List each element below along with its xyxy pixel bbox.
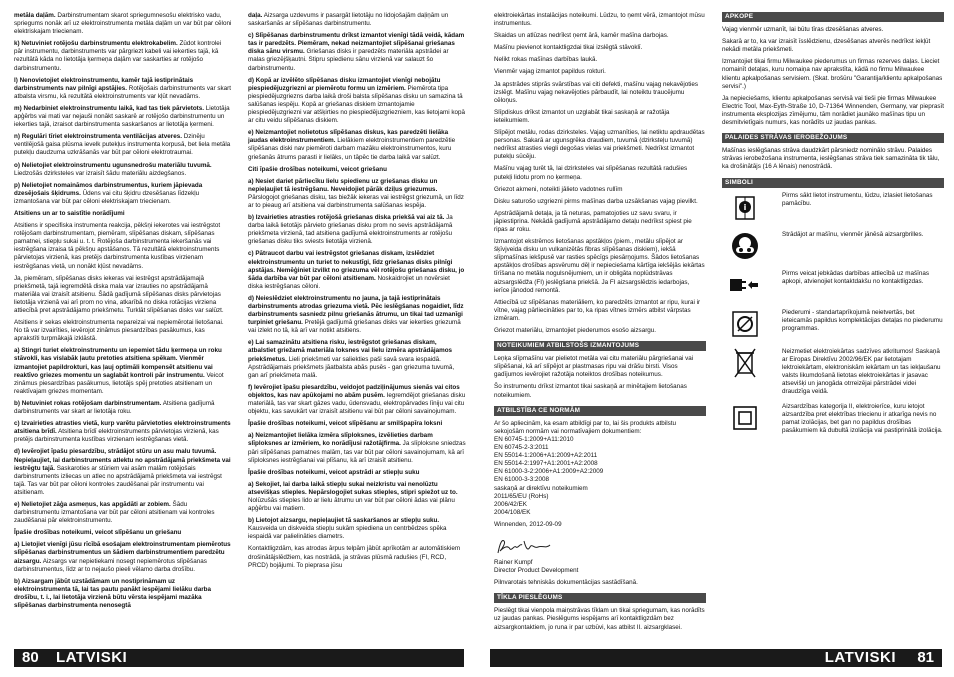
paragraph: saskaņā ar direktīvu noteikumiem [494, 484, 588, 492]
symbol-row [722, 192, 944, 224]
paragraph: a) Sekojiet, lai darba laikā stiepļu sukai neizkristu vai nenolūztu atsevišķas stieples. Nepārslogojiet sukas stieples, stipri spiežot uz to. Nolūzušās stieples lido ar lielu ātrumu un var būt par cēloni ādas vai plānu apģērbu vai matiem. [248, 480, 458, 513]
signature [494, 535, 706, 557]
paragraph: Sakarā ar to, ka var izraisīt īsslēdzienu, dzesēšanas atverēs nedrīkst iekļūt nekādi metāla priekšmeti. [722, 38, 931, 54]
paragraph: Nelikt rokas mašīnas darbības laukā. [494, 56, 598, 64]
paragraph: a) Lietojiet vienīgi jūsu rīcībā esošajam elektroinstrumentam piemērotus slīpēšanas darbinstrumentus un šādiem darbinstrumentiem paredzētu aizsargu. Aizsargs var nepietiekami nosegt nepiemērotus slīpēšanas darbinstrumentus, līdz ar to nejaušo pieeli vēlamo darba drošību. [14, 541, 231, 573]
weee-bin-icon [722, 348, 768, 378]
paragraph: b) Izvairieties atrasties rotējošā griešanas diska priekšā vai aiz tā. Ja darba laikā lietotājs pārvieto griešanas disku prom no sevis apstrādājamā priekšmeta virzienā, tad atsitiena gadījumā elektroinstruments ar rotējošu griešanas disku tiks sviests lietotāja virzienā. [248, 214, 453, 246]
paragraph: EN 60745-2-3:2011 [494, 444, 549, 452]
section-title-norms: ATBILSTĪBA CE NORMĀM [494, 406, 706, 416]
paragraph: c) Izvairieties atrasties vietā, kurp varētu pārvietoties elektroinstruments atsitiena brīdī. Atsitiena brīdī elektroinstruments pārvietojas virzienā, kas pretējs darbinstrumenta kustības virzienam iestrēgšanas vietā. [14, 420, 231, 444]
section-title-use: NOTEIKUMIEM ATBILSTOŠS IZMANTOJUMS [494, 341, 706, 351]
symbol-row [722, 348, 944, 397]
use-text [494, 355, 706, 399]
paragraph: d) Kopā ar izvēlēto slīpēšanas disku izmantojiet vienīgi nebojātu piespiedējuzgriezni ar piemērotu formu un izmēriem. Piemērota tipa piespiedējuzgriezns darba laikā droši balsta slīpēšanas disku un samazina tā salūšanas iespēju. Kopā ar griešanas diskiem izmantojamie piespiedējuzgriezni var atšķirties no piespiedējuzgriezniem, kas lietojami kopā ar citu veidu slīpēšanas diskiem. [248, 76, 466, 125]
paragraph: 2006/42/EK [494, 500, 527, 508]
paragraph: b) Aizsargam jābūt uzstādāmam un nostiprināmam uz elektroinstrumenta tā, lai tas pautu panākt iespējami lielāku darba drošību, t. i., lai lietotāja virzienā būtu vērsta iespējami mazāka slīpēšanas darbinstrumenta nenosegtā [14, 577, 212, 609]
subheading: Īpašie drošības noteikumi, veicot slīpēšanu un griešanu [14, 529, 182, 537]
section-title-symbols: SIMBOLI [722, 178, 944, 188]
paragraph: Leņķa slīpmašīnu var pielietot metāla vai citu materiālu pārgriešanai vai slīpēšanai, kā arī slīpējot ar plastmasas ripu vai drāšu birsti. Visos gadījumos ievērojiet ražotāja noteiktos drošības noteikumus. [494, 355, 694, 379]
paragraph: Izmantojot ekstrēmos lietošanas apstākļos (piem., metālu slīpējot ar šķīvjveida disku un vulkanizētās fibras slīpēšanas diskiem), iekšā slīpmašīnas iekšpusē var rasties spēcīgs piesārņojums. Šādos lietošanas apstākļos drošības apsvērumu dēļ ir nepieciešama kārtīga iekšējās iekārtas tīrīšana no metāla nogulsnējumiem, un ir obligāta noplūdstrāvas aizsargslēdža (FI) jeslēgšana priekšā. Ja FI aizsargslēdzis iedarbojas, ierīce jānodod remontā. [494, 238, 705, 294]
paragraph: p) Nelietojiet nomaināmos darbinstrumentus, kuriem jāpievada dzesējošais šķidrums. Ūdens vai citu šķidru dzesēšanas līdzekļu izmantošana var būt par cēloni elektriskajam triecienam. [14, 181, 203, 205]
language-label-left: LATVISKI [56, 649, 128, 666]
paragraph: Apstrādājamā detaļa, ja tā neturas, pamatojoties uz savu svaru, ir jāpiestiprina. Nekādā gadījumā apstrādājamo detaļu nedrīkst spiest pie ripas ar roku. [494, 209, 692, 233]
paragraph: a) Neizmantojiet lielāka izmēra slīploksnes, izvēlieties darbam slīploksnes ar izmēriem, ko norādījusi ražotājfirma. Ja slīploksne sniedzas pāri slīpēšanas pamatnes malām, tas var būt par cēloni savainojumam, kā arī slīploksnes iestrēgšanai vai plīšanu, kā arī izraisīt atsitienu. [248, 432, 466, 464]
symbol-text: Pirms veicat jebkādas darbības attiecībā uz mašīnas apkopi, atvienojiet kontaktdakšu no kontaktligzdas. [782, 269, 929, 285]
paragraph: a) Nesiet dariet pārliecīku lielu spiedienu uz griešanas disku un nepieļaujiet tā iestrēgšanu. Neveidojiet pārāk dziļus griezumus. Pārslogojot griešanas disku, tas biežāk iekeras vai iestrēgst griezumā, un līdz ar to pieaug arī atsitiena vai darbinstrumenta salūšanas iespēja. [248, 177, 464, 209]
left-column-1 [14, 12, 232, 648]
symbol-text: Strādājot ar mašīnu, vienmēr jānēsā aizsargbrilles. [782, 230, 924, 238]
paragraph: e) Lai samazinātu atsitiena risku, iestrēgstot griešanas diskam, atbalstiet griežamā materiāla loksnes vai lielu izmēra apstrādājamos priekšmetus. Lieli priekšmeti var saliekties paši savā svara iespaidā. Apstrādājamais priekšmets jāatbalsta abās pusēs - gan griezuma tuvumā, gan arī priekšmeta malā. [248, 339, 455, 379]
symbol-row [722, 270, 944, 302]
paragraph: d) Neieslēdziet elektroinstrumentu no jauna, ja tajā iestiprinātais darbinstruments atrodas griezuma vietā. Pēc ieslēgšanas nogaidiet, līdz darbinstruments sasniedz pilnu griešanās ātrumu, un tikai tad uzmanīgi turpiniet griešanu. Pretējā gadījumā griešanas disks var iekerties griezumā vai izlekt no tā, kā arī var notikt atsitiens. [248, 294, 464, 335]
paragraph: Vienmēr vajag izmantot papildus rokturi. [494, 68, 606, 76]
paragraph: 2004/108/EK [494, 508, 531, 516]
page-number-left: 80 [22, 649, 39, 666]
paragraph: Ar šo apliecinām, ka esam atbildīgi par to, lai šis produkts atbilstu sekojošām normām vai normatīvajiem dokumentiem: [494, 419, 676, 435]
signer-name: Rainer Kumpf [494, 558, 533, 566]
paragraph: Vajag vienmēr uzmanīt, lai būtu tīras dzesēšanas atveres. [722, 26, 884, 34]
safety-notes [494, 12, 706, 335]
paragraph: Disku saturošo uzgriezni pirms mašīnas darba uzsākšanas vajag pievilkt. [494, 197, 698, 205]
mains-text: Pieslēgt tikai vienpola maiņstrāvas tīklam un tikai spriegumam, kas norādīts uz jaudas pankas. Pieslēgums iespējams arī kontaktligzdām bez aizsargkontaktiem, jo runa ir par uzbūvi, kas atbilst II. aizsargklasei. [494, 607, 705, 631]
paragraph: d) Ievērojiet īpašu piesardzību, strādājot stūru un asu malu tuvumā. Nepieļaujiet, lai darbinstruments atlektu no apstrādājamā priekšmeta vai iestrēgtu tajā. Saskaroties ar stūriem vai asām malām rotējošais darbinstruments izliecas un atlec no apstrādājamā priekšmeta vai iestrēgst tajā. Tas var būt par cēloni kontroles zaudēšanai pār instrumentu vai atsitienam. [14, 448, 231, 496]
paragraph: o) Nelietojiet elektroinstrumentu ugunsnedrošu materiālu tuvumā. Liedzošās dzirksteles var izraisīt šādu materiālu aizdegšanos. [14, 161, 212, 177]
section-title-maintenance: APKOPE [722, 12, 944, 22]
footer-right [490, 649, 942, 667]
maintenance-text [722, 26, 944, 127]
symbol-text: Piederumi - standartaprīkojumā neietvertās, bet ieteicamās papildus komplektācijas detaļas no piederumu programmas. [782, 308, 943, 332]
language-label-right: LATVISKI [824, 649, 896, 666]
goggles-icon [722, 231, 768, 261]
paragraph: EN 61000-3-3:2008 [494, 476, 549, 484]
paragraph: Ja nepieciešams, klientu apkalpošanas servisā vai tieši pie firmas Milwaukee Electric Tool, Max-Eyth-Straße 10, D-71364 Winnenden, Germany, var pieprasīt instrumenta eksplozijas zīmējumu, tām norādiet jaunāko mašīnas tipu un desmitvietīgais numurs, kas norādīts uz jaudas pankas. [722, 94, 944, 127]
norms-text [494, 420, 706, 517]
double-insulation-icon [722, 403, 768, 433]
starting-current-text: Mašīnas ieslēgšanas strāva daudzkārt pārsniedz nominālo strāvu. Palaides strāvas ierobežošana instrumenta, ieslēgšanas strāva tiek samazināta tik tālu, ka drošinātājs (16 A lēnais) nenostrādā. [722, 147, 940, 171]
right-column-2 [722, 12, 944, 648]
accessory-icon [722, 309, 768, 339]
paragraph: Kontaktligzdām, kas atrodas ārpus telpām jābūt aprīkotām ar automātiskiem drošinātājslēdžiem, kas nostrādā, ja strāvas plūsmā radušies (FI, RCD, PRCD) bojājumi. To pieprasa jūsu [248, 545, 461, 569]
paragraph: 2011/65/EU (RoHs) [494, 492, 549, 500]
section-title-starting-current: PALAIDES STRĀVAS IEROBEŽOJUMS [722, 133, 944, 143]
paragraph: Attiecībā uz slīpēšanas materiāliem, ko paredzēts izmantot ar ripu, kurai ir vītne, vajag pārliecināties par to, ka ripas vītnes izmērs atbilst vārpstas izmēram. [494, 298, 701, 322]
paragraph: Atsitiens ir sekas elektroinstrumenta nepareizai vai nepiemērotai lietošanai. No tā var izvairīties, ievērojot zināmus piesardzības pasākumus, kas aprakstīti turpmākajā izklāstā. [14, 319, 224, 343]
symbol-row [722, 403, 944, 435]
paragraph: m) Nedarbiniet elektroinstrumentu laikā, kad tas tiek pārvietots. Lietotāja apģērbs vai mati var nejauši nonākt saskarē ar rotējošo darbinstrumentu un iekerties tajā, izraisot darbinstrumenta saskaršanos ar lietotāja ķermeni. [14, 104, 230, 129]
paragraph: metāla daļām. Darbinstrumentam skarot spriegumnesošu elektrisko vadu, spriegums nonāk arī uz elektroinstrumenta metāla daļām un var būt par cēloni elektriskajam triecienam. [14, 12, 232, 36]
footer-left [14, 649, 464, 667]
paragraph: l) Nenovietojiet elektroinstrumentu, kamēr tajā iestiprinātais darbinstruments nav pilnīgi apstājies. Rotējošais darbinstruments var skart atbalsta virsmu, kā rezultātā elektroinstruments var kļūt nevadāms. [14, 76, 231, 100]
paragraph: k) Netuviniet rotējošu darbinstrumentu elektrokabelim. Zūdot kontrolei pār instrumentu, darbinstruments var pārgriezt kabeli vai iekerties tajā, kā rezultātā kāda no lietotāja ķermeņa daļām var saskarties ar rotējošo darbinstrumentu. [14, 40, 222, 72]
paragraph: Ja apstrādes stiprās svārstības vai citi defekti, mašīnu vajag nekavējoties izslēgt. Mašīnu vajag nekavējoties pārbaudīt, lai noteiktu traucējumu cēloņus. [494, 80, 699, 104]
subheading: Īpašie drošības noteikumi, veicot apstrādi ar stiepļu suku [248, 468, 420, 476]
symbol-row [722, 231, 944, 263]
section-title-mains: TĪKLA PIESLĒGUMS [494, 593, 706, 603]
symbol-text: Neizmetiet elektroiekārtas sadzīves atkritumos! Saskaņā ar Eiropas Direktīvu 2002/96/EK par lietotajam lektroiekārtam, elektroniskām iekārtam un tas iekļaušanu valsts likumdošanā lietotas elektroiekārtas ir jasavac atsevišķi un janogāda otrreizējai pārstrādei videi draudzīga veidā. [782, 347, 941, 396]
paragraph: Ja, piemēram, slīpēšanas disks iekeras vai iestrēgst apstrādājamajā priekšmetā, tajā iegremdētā diska mala var izrauties no apstrādājamā materiāla vai izraisīt atsitienu. Šādā gadījumā slīpēšanas disks pārvietojas lietotāja virzienā vai arī prom no vina, atkarībā no diska rotācijas virziena attiecībā pret apstrādājamo priekšmetu. Turklāt slīpēšanas disks var salūzt. [14, 274, 224, 314]
paragraph: Griezot materiālu, izmantojiet piederumos esošo aizsargu. [494, 327, 657, 334]
paragraph: Griezot akmeni, noteikti jālieto vadotnes rullīm [494, 185, 623, 193]
signer-title: Director Product Development [494, 567, 579, 575]
unplug-icon [722, 270, 768, 300]
paragraph: EN 55014-1:2006+A1:2009+A2:2011 [494, 452, 598, 460]
paragraph: e) Neizmantojiet nolietotus slīpēšanas diskus, kas paredzēti lielāka jaudas elektroinstrumentiem. Lielākiem elektroinstrumentiem paredzētie slīpēšanas diski nav piemēroti darbam mazāku elektroinstrumentos, kuru griešanās ātrums parasti ir lielāks, un tāpēc tie darba laikā var salūzt. [248, 129, 456, 161]
paragraph: Mašīnu vajag turēt tā, lai dzirksteles vai slīpēšanas rezultātā radušies putekļi lidotu prom no ķermeņa. [494, 165, 688, 181]
signer-note: Pilnvarotais tehniskās dokumentācijas sastādīšanā. [494, 579, 638, 587]
paragraph: Šo instrumentu drīkst izmantot tikai saskaņā ar minētajiem lietošanas noteikumiem. [494, 383, 687, 399]
paragraph: c) Slīpēšanas darbinstrumentu drīkst izmantot vienīgi tādā veidā, kādam tas ir paredzēts. Piemēram, nekad neizmantojiet slīpēšanai griešanas diska sānu virsmu. Griešanas disks ir paredzēts materiāla apstrādei ar malas griezējšķautni. Stipru spiedienu sānu virzienā var salauzt šo darbinstrumentu. [248, 32, 465, 72]
svg-text:i: i [743, 202, 747, 212]
symbol-text: Pirms sākt lietot instrumentu, lūdzu, izlasiet lietošanas pamācību. [782, 191, 933, 207]
paragraph: daļa. Aizsarga uzdevums ir pasargāt lietotāju no lidojošajām daļiņām un saskaršanās ar slīpēšanas darbinstrumentu. [248, 12, 449, 28]
subheading: Citi īpašie drošības noteikumi, veicot griešanu [248, 165, 387, 173]
paragraph: a) Stingri turiet elektroinstrumentu un iepemiet tādu ķermeņa un roku stāvokli, kas vislabāk ļautu pretoties atsitiena spēkam. Vienmēr izmantojiet papildrokturi, kas ļauj optimāli kompensēt atsitienu vai reaktīvo griezes momentu un saglabāt kontroli pār instrumentu. Veicot zināmus piesardzības pasākumus, lietotājs spēj pretoties atsitienam un reaktīvajam griezes momentam. [14, 347, 224, 395]
subheading: Īpašie drošības noteikumi, veicot slīpēšanu ar smilšpapīra loksni [248, 420, 443, 428]
right-column-1 [494, 12, 706, 648]
paragraph: Izmantojiet tikai firmu Milwaukee piederumus un firmas rezerves daļas. Lieciet nomainīt detaļas, kuru nomaiņa nav aprakstīta, kādā no firmu Milwaukee klientu apkalpošanas servisiem. (Skat. brošūru "Garantija/klientu apkalpošanas servisi".) [722, 58, 943, 90]
paragraph: f) Ievērojiet īpašu piesardzību, veidojot padziļinājumus sienās vai citos objektos, kas nav apūkojami no abām pusēm. Iegremdējot griešanas disku materiālā, tas var skart gāzes vadu, ūdensvadu, elektropārvades līniju vai citu objektu, kas savukārt var izraisīt atsitienu vai būt par cēloni savainojumam. [248, 383, 466, 416]
left-column-2 [248, 12, 466, 648]
paragraph: EN 60745-1:2009+A11:2010 [494, 435, 574, 443]
book-warning-icon [722, 192, 768, 222]
paragraph: Slīpējot metālu, rodas dzirksteles. Vajag uzmanīties, lai netiktu apdraudētas personas. Sakarā ar ugunsgrēka draudiem, tuvumā (dzirksteļu tuvumā) nedrīkst atrasties viegli degošas vielas vai priekšmeti. Nedrīkst izmantot putekļu sūcēju. [494, 129, 705, 161]
paragraph: b) Lietojot aizsargu, nepieļaujiet tā saskaršanos ar stiepļu suku. Kausveida un diskveida stiepļu sukām spiediena un centrbēdzes spēka iespaidā var palielināties diametrs. [248, 517, 447, 541]
symbol-row [722, 309, 944, 341]
paragraph: Skaidas un atlūzas nedrīkst ņemt ārā, kamēr mašīna darbojas. [494, 32, 669, 40]
symbol-text: Aizsardzības kategorija II, elektroierīce, kuru ietojot aizsardzība pret elektrības triecienu ir atkarīga nevis no pamat izolācijas, bet gan no papildus drošības pasākumiem kā dubultā izolācija vai pastiprinātā izolācija. [782, 403, 943, 435]
paragraph: EN 55014-2:1997+A1:2001+A2:2008 [494, 460, 598, 468]
paragraph: e) Nelietojiet zāģa asmeņus, kas apgādāti ar zobiem. Šādu darbinstrumentu izmantošana var būt par cēloni atsitienam vai kontroles zaudēšanai pār elektroinstrumentu. [14, 500, 215, 525]
paragraph: Mašīnu pievienot kontaktligzdai tikai izslēgtā stāvoklī. [494, 44, 643, 52]
paragraph: EN 61000-3-2:2006+A1:2009+A2:2009 [494, 468, 604, 476]
paragraph: Slīpdiskus drīkst izmantot un uzglabāt tikai saskaņā ar ražotāja ieteikumiem. [494, 108, 670, 124]
paragraph: elektroiekārtas instalācijas noteikumi. Lūdzu, to ņemt vērā, izmantojot mūsu instrumentus. [494, 12, 705, 28]
paragraph: c) Pātraucot darbu vai iestrēgstot griešanas diskam, izslēdziet elektroinstrumentu un turiet to nekustīgi, līdz griešanas disks pilnīgi apstājas. Nemēģiniet izvilkt no griezuma vēl rotējošu griešanas disku, jo šāda darbība var būt par cēloni atsitienam. Noskaidrojiet un novērsiet diska iestrēgšanas cēloni. [248, 250, 465, 290]
subheading: Atsitiens un ar to saistītie norādījumi [14, 209, 125, 217]
date-place: Winnenden, 2012-09-09 [494, 520, 562, 528]
paragraph: Atsitiens ir specifiska instrumenta reakcija, pēkšņi iekerotes vai iestrēgstot rotējošam darbinstrumentam, piemēram, slīpēšanas diskam, slīpēšanas pamatnei, stiepļu sukai u. t. t. Rotējoša darbinstrumenta iekeršanās vai iestrēgšana izraisa tā pēkšņu apstāšanos. Tā rezultātā elektroinstruments pārvietojas virzienā, kas pretējs darbinstrumenta kustības virzienam iestrēgšanas vietā, un nonākt kļūst nevadāms. [14, 222, 221, 270]
page-number-right: 81 [917, 649, 934, 666]
paragraph: n) Regulāri tīriet elektroinstrumenta ventilācijas atveres. Dzinēju ventilējošā gaisa plūsma ievelk putekļus instrumenta korpusā, bet liela metāla putekļu daudzuma uzkrāšanās var būt par cēloni elektrotraumai. [14, 133, 231, 157]
paragraph: b) Netuviniet rokas rotējošam darbinstrumentam. Atsitiena gadījumā darbinstruments var skart ar lietotāja roku. [14, 399, 215, 416]
